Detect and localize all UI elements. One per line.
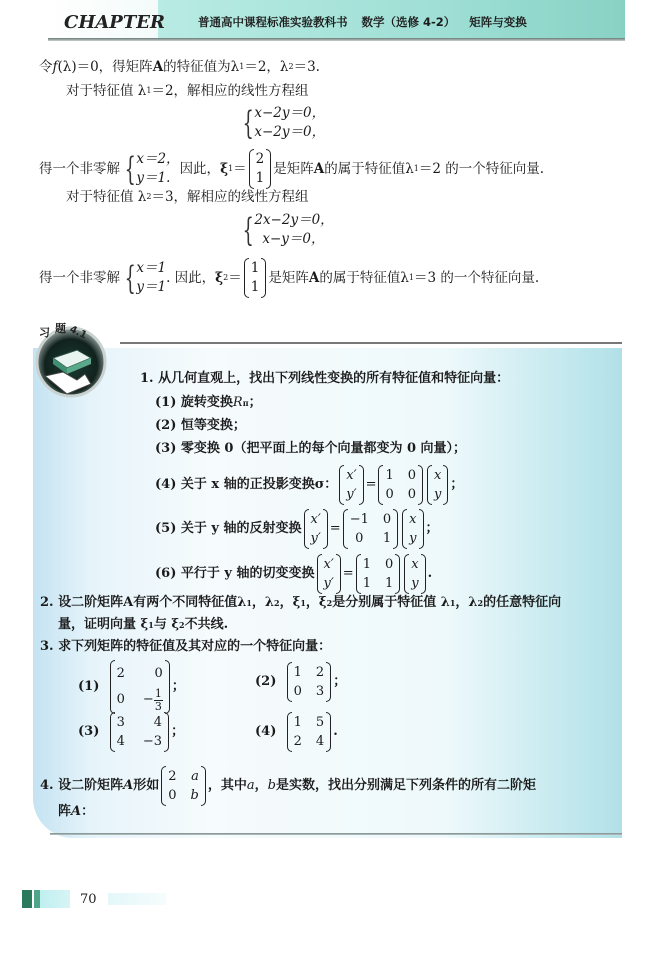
text: ： [81,804,95,819]
text: 得一个非零解 [39,270,120,286]
text: ，λ [251,595,275,610]
punct: ； [425,521,439,536]
question-text: 求下列矩阵的特征值及其对应的一个特征向量： [58,639,332,654]
numerator: 1 [154,686,162,700]
column-vector [249,149,272,189]
text: ＝3. [293,59,320,75]
eigenvalue-statement [39,58,320,76]
punct: ； [171,679,185,694]
punct: ； [171,724,185,739]
equals-sign: = [329,521,341,536]
text: ， [254,778,268,793]
exercise-3-item-1 [78,660,185,714]
entry: 5 [315,715,325,730]
left-brace-icon: { [242,211,254,249]
solution-x: x＝1 [136,260,167,276]
entry: 2 [315,665,325,680]
punct: ； [450,477,464,492]
punct: ； [248,395,262,410]
subscript: 2 [146,192,152,201]
entry: 0 [384,557,394,572]
subscript: 2 [288,62,294,71]
exercise-1 [140,370,509,388]
entry: 3 [315,684,325,699]
text: 设二阶矩阵 [58,595,124,610]
question-number: 2. [40,595,54,610]
text: 的特征值为λ [163,59,240,75]
exercise-badge [33,322,109,398]
footer-faint-band [108,893,166,905]
matrix-symbol: A [123,778,134,793]
entry: 0 [293,684,302,699]
entry: x′ [323,557,334,572]
text: 不共线. [184,617,229,632]
subscript: π [242,398,249,408]
matrix [287,662,332,702]
matrix [110,712,169,752]
equals-sign: = [342,566,354,581]
text: 阵 [58,804,72,819]
entry: y′ [310,531,321,546]
exercise-3 [40,638,331,656]
item-number: (2) [155,418,177,433]
matrix-symbol: A [123,595,134,610]
exercise-4-line-2 [58,803,94,821]
exercise-2-line-1 [40,594,561,612]
exercise-1-item-1 [155,394,262,412]
entry: −1 [349,512,369,527]
text: 对于特征值 λ [66,83,147,99]
matrix-symbol: A [152,59,164,75]
entry: x [409,512,417,527]
exercise-3-item-4 [255,712,338,752]
matrix-symbol: A [71,804,82,819]
text: ＝3，解相应的线性方程组 [151,189,309,205]
rhs-vector [402,509,423,549]
question-number: 4. [40,778,54,793]
text: 与 ξ [153,617,180,632]
punct: . [333,724,338,739]
fraction-entry [143,687,163,713]
rhs-vector [427,465,448,505]
entry: 0 [407,487,417,502]
function-symbol: f [52,59,58,75]
item-text: 关于 x 轴的正投影变换σ： [180,477,338,492]
text: 是分别属于特征值 λ [332,595,450,610]
svg-text:题: 题 [55,322,66,335]
subscript: 2 [326,598,333,608]
exercise-3-item-3 [78,712,184,752]
exercise-top-rule [120,342,622,344]
text: ，ξ [305,595,327,610]
equation-system-1 [238,104,325,142]
book-title: 普通高中课程标准实验教科书 [198,15,348,29]
equation-system-2 [238,211,334,249]
text: 量，证明向量 ξ [58,617,149,632]
entry: 0 [168,788,177,803]
equals-sign: = [365,477,377,492]
exercise-1-item-3 [155,440,466,458]
subscript: 2 [223,273,229,282]
entry: 4 [116,734,125,749]
punct: . [427,566,433,581]
bar-dark [22,890,32,908]
equation: 2x−2y＝0， [254,212,334,228]
entry: 1 [382,531,392,546]
item-text: 旋转变换 [180,395,233,410]
entry: 1 [362,576,371,591]
page-number: 70 [80,892,97,907]
text: 的属于特征值λ [319,270,409,286]
entry: 0 [407,468,417,483]
left-brace-icon: { [242,104,254,142]
lhs-vector [317,554,341,594]
item-text: 关于 y 轴的反射变换 [180,521,302,536]
item-number: (6) [155,566,177,581]
matrix [161,766,206,806]
matrix-symbol: A [308,270,320,286]
text: 有两个不同特征值λ [133,595,247,610]
entry: 3 [116,715,125,730]
question-number: 1. [140,371,154,386]
lhs-vector [304,509,328,549]
variable: b [267,778,276,793]
entry: 0 [355,531,364,546]
rhs-vector [404,554,425,594]
text: . 因此， [166,270,216,286]
entry: y [434,487,442,502]
text: 是矩阵 [268,270,309,286]
exercise-2-line-2 [58,616,228,634]
text: ＝ [233,161,247,177]
left-brace-icon: { [124,259,136,297]
text: ，λ [455,595,478,610]
fraction [154,688,163,713]
text: 令 [39,59,53,75]
text: 的属于特征值λ [324,161,414,177]
entry: 1 [255,170,265,186]
case1-intro [66,82,309,100]
entry: 0 [385,487,394,502]
entry: 1 [293,715,302,730]
text: 是矩阵 [273,161,314,177]
case2-solution [39,258,539,298]
text: ，ξ [279,595,301,610]
variable: a [246,778,255,793]
eigenvector-symbol: ξ [215,270,224,286]
exercise-1-item-2 [155,417,246,435]
text: 得一个非零解 [39,161,120,177]
text: ＝ [228,270,242,286]
lhs-vector [339,465,363,505]
equation: x−y＝0， [262,231,325,247]
text: ＝2，λ [244,59,289,75]
matrix [287,712,332,752]
item-number: (3) [155,441,177,456]
text: 因此， [179,161,221,177]
entry: 0 [154,666,163,681]
text: ＝3 的一个特征向量. [414,270,540,286]
item-text: 零变换 0（把平面上的每个向量都变为 0 向量）； [180,441,467,456]
question-number: 3. [40,639,54,654]
item-number: (1) [155,395,177,410]
subscript: 1 [246,598,252,608]
text: 的任意特征向 [483,595,562,610]
item-number: (4) [255,724,277,739]
text: 对于特征值 λ [66,189,147,205]
entry: y′ [323,576,334,591]
matrix-symbol: A [313,161,325,177]
header-band [158,0,625,38]
equation: x−2y＝0， [254,105,326,121]
subscript: 2 [179,620,185,630]
item-number: (3) [78,724,100,739]
book-icon [33,322,109,398]
case1-solution [39,149,544,189]
text: ＝2 的一个特征向量. [418,161,545,177]
entry: y′ [346,487,357,502]
exercise-bottom-rule [50,833,622,835]
entry: x [434,468,442,483]
entry: 1 [384,576,394,591]
entry: a [191,769,199,784]
text: ＝2，解相应的线性方程组 [151,83,309,99]
entry: 0 [116,692,125,707]
text: ，其中 [207,778,247,793]
entry: 1 [362,557,371,572]
svg-text:4.1: 4.1 [67,323,89,342]
entry: 2 [116,666,125,681]
chapter-tab [48,0,165,38]
entry: 4 [153,715,163,730]
text: 设二阶矩阵 [58,778,124,793]
entry: 1 [250,279,260,295]
entry: 2 [293,734,302,749]
column-vector [244,258,267,298]
transform-matrix [343,509,398,549]
subscript: 2 [477,598,484,608]
entry: 4 [315,734,325,749]
item-text: 平行于 y 轴的切变变换 [180,566,315,581]
math-symbol: R [232,395,243,410]
text: (λ)＝0，得矩阵 [57,59,153,75]
entry: 2 [168,769,177,784]
text: 是实数，找出分别满足下列条件的所有二阶矩 [275,778,536,793]
item-number: (5) [155,521,177,536]
entry: 1 [385,468,394,483]
eigenvector-symbol: ξ [220,161,229,177]
header-divider [48,38,625,41]
subscript: 1 [300,598,306,608]
transform-matrix [356,554,401,594]
solution-y: y＝1 [136,279,167,295]
subscript: 2 [274,598,280,608]
entry: x′ [310,512,321,527]
entry: b [190,788,199,803]
item-text: 恒等变换； [180,418,246,433]
solution-x: x＝2， [136,151,180,167]
volume-title: 矩阵与变换 [469,15,527,29]
entry: 1 [293,665,302,680]
item-number: (4) [155,477,177,492]
exercise-1-item-4 [155,465,463,505]
punct: ； [333,674,347,689]
transform-matrix [378,465,423,505]
case2-intro [66,188,309,206]
subject-label: 数学（选修 4-2） [361,15,456,29]
footer-color-bars [22,890,70,908]
page-header [48,0,625,38]
solution-y: y＝1. [136,170,171,186]
subscript: 1 [148,620,154,630]
entry: y [411,576,419,591]
item-number: (1) [78,679,100,694]
item-number: (2) [255,674,277,689]
subscript: 1 [449,598,456,608]
entry: y [409,531,417,546]
left-brace-icon: { [124,150,136,188]
entry: 0 [382,512,392,527]
exercise-1-item-6 [155,554,432,594]
entry: 1 [250,260,260,276]
svg-text:习: 习 [39,326,50,339]
entry: −3 [142,734,163,749]
text: 形如 [133,778,160,793]
subscript: 1 [228,164,234,173]
subscript: 1 [239,62,245,71]
exercise-4-line-1 [40,766,536,806]
entry: x′ [346,468,357,483]
equation: x−2y＝0， [254,124,326,140]
exercise-3-item-2 [255,662,346,702]
subscript: 1 [408,273,414,282]
question-text: 从几何直观上，找出下列线性变换的所有特征值和特征向量： [158,371,510,386]
subscript: 1 [413,164,419,173]
entry: 2 [255,151,265,167]
subscript: 1 [146,86,152,95]
bar-light [40,890,70,908]
denominator: 3 [154,699,162,713]
entry: x [411,557,419,572]
matrix [110,660,170,714]
chapter-label: CHAPTER [64,12,165,33]
exercise-1-item-5 [155,509,439,549]
minus-sign: − [142,692,154,707]
